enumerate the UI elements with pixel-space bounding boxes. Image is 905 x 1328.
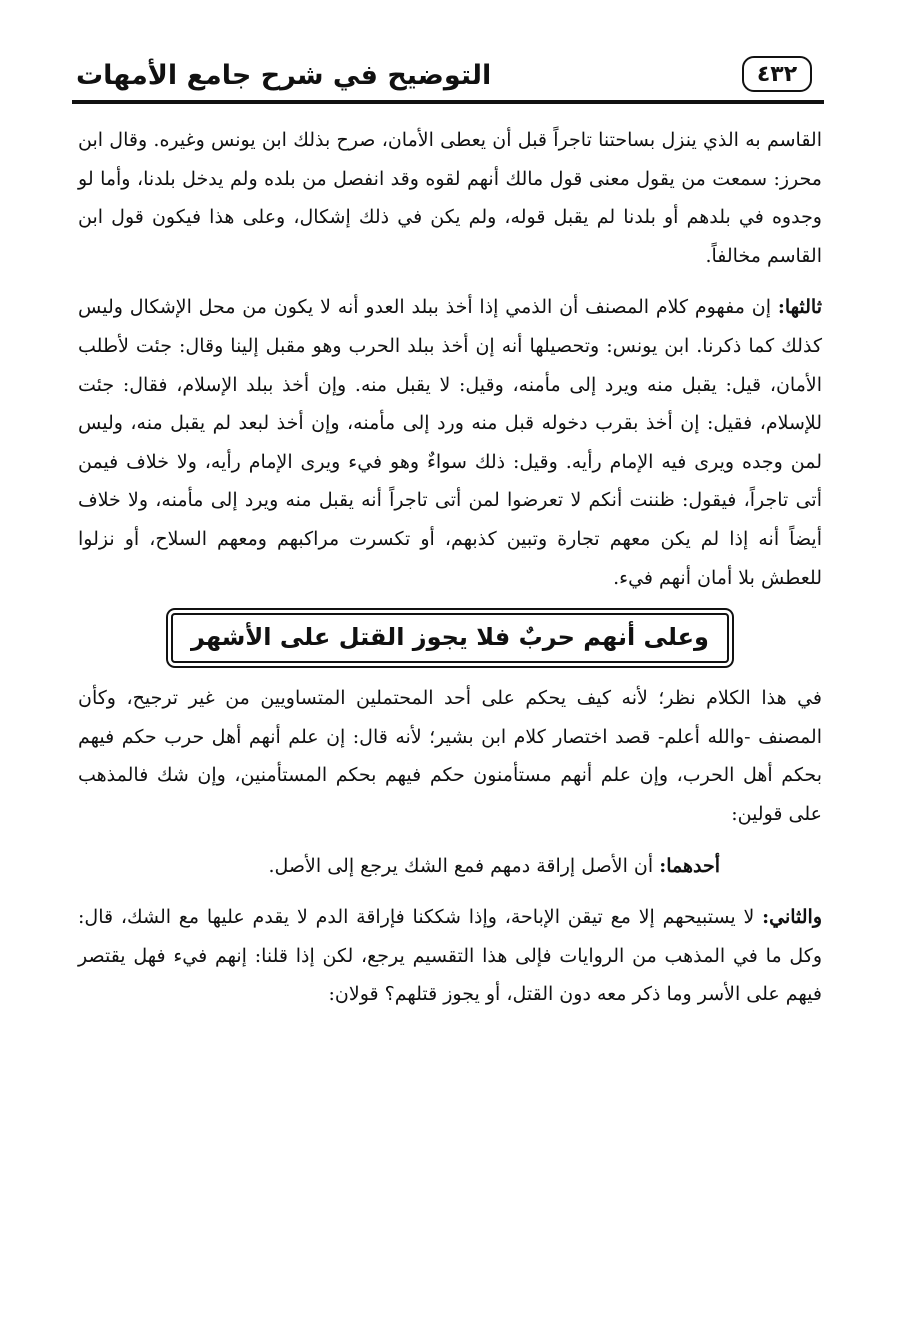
paragraph xyxy=(78,898,822,1014)
section-heading-wrap xyxy=(78,613,822,663)
page-body xyxy=(78,121,822,1027)
book-title: التوضيح في شرح جامع الأمهات xyxy=(76,60,492,91)
paragraph xyxy=(78,121,822,275)
paragraph xyxy=(78,679,822,833)
paragraph xyxy=(78,847,822,886)
section-heading: وعلى أنهم حربٌ فلا يجوز القتل على الأشهر xyxy=(171,613,729,663)
paragraph-text: أن الأصل إراقة دمهم فمع الشك يرجع إلى الأصل. xyxy=(268,854,660,877)
paragraph-text: لا يستبيحهم إلا مع تيقن الإباحة، وإذا شككنا فإراقة الدم لا يقدم عليها مع الشك، قال: وكل ما في المذهب من الروايات فإلى هذا التقسيم يرجع، لكن إذا قلنا: إنهم فيء فهل يقتصر فيهم على الأسر وما ذكر معه دون القتل، أو يجوز قتلهم؟ قولان: xyxy=(78,906,822,1006)
paragraph-text: إن مفهوم كلام المصنف أن الذمي إذا أخذ ببلد العدو أنه لا يكون من محل الإشكال وليس كذلك كما ذكرنا. ابن يونس: وتحصيلها أنه إن أخذ ببلد الحرب وهو مقبل إلينا وقال: جئت لأطلب الأمان، قيل: يقبل منه ويرد إلى مأمنه، وقيل: لا يقبل منه. وإن أخذ ببلد الإسلام، فقال: جئت للإسلام، فقيل: إن أخذ بقرب دخوله قبل منه ورد إلى مأمنه، وإن أخذ لبعد لم يقبل منه، وليس لمن وجده ويرى فيه الإمام رأيه. وقيل: ذلك سواءٌ وهو فيء ويرى الإمام رأيه، ولا خلاف فيمن أتى تاجراً، فيقول: ظننت أنكم لا تعرضوا لمن أتى تاجراً أنه يقبل منه ويرد إلى مأمنه، ولا خلاف أيضاً أنه إذا لم يكن معهم تجارة وتبين كذبهم، أو تكسرت مراكبهم ومعهم السلاح، أو نزلوا للعطش بلا أمان أنهم فيء. xyxy=(78,296,822,589)
page-number-badge: ٤٣٢ xyxy=(742,56,812,92)
paragraph-text: القاسم به الذي ينزل بساحتنا تاجراً قبل أن يعطى الأمان، صرح بذلك ابن يونس وغيره. وقال ابن محرز: سمعت من يقول معنى قول مالك أنهم لقوه وقد انفصل من بلده ولم يدخل بلدنا، وأما لو وجدوه في بلدهم أو بلدنا لم يقبل قوله، ولم يكن في ذلك إشكال، وعلى هذا فيكون قول ابن القاسم مخالفاً. xyxy=(78,129,822,267)
page-header xyxy=(72,48,824,104)
paragraph-text: في هذا الكلام نظر؛ لأنه كيف يحكم على أحد المحتملين المتساويين من غير ترجيح، وكأن المصنف -والله أعلم- قصد اختصار كلام ابن بشير؛ لأنه قال: إن علم أنهم أهل حرب حكم فيهم بحكم أهل الحرب، وإن علم أنهم مستأمنون حكم فيهم بحكم المستأمنين، وإن شك فالمذهب على قولين: xyxy=(78,687,822,825)
paragraph xyxy=(78,288,822,597)
paragraph-lead: والثاني: xyxy=(762,906,822,929)
paragraph-lead: أحدهما: xyxy=(659,854,720,877)
header-rule xyxy=(72,100,824,104)
paragraph-lead: ثالثها: xyxy=(777,296,822,319)
